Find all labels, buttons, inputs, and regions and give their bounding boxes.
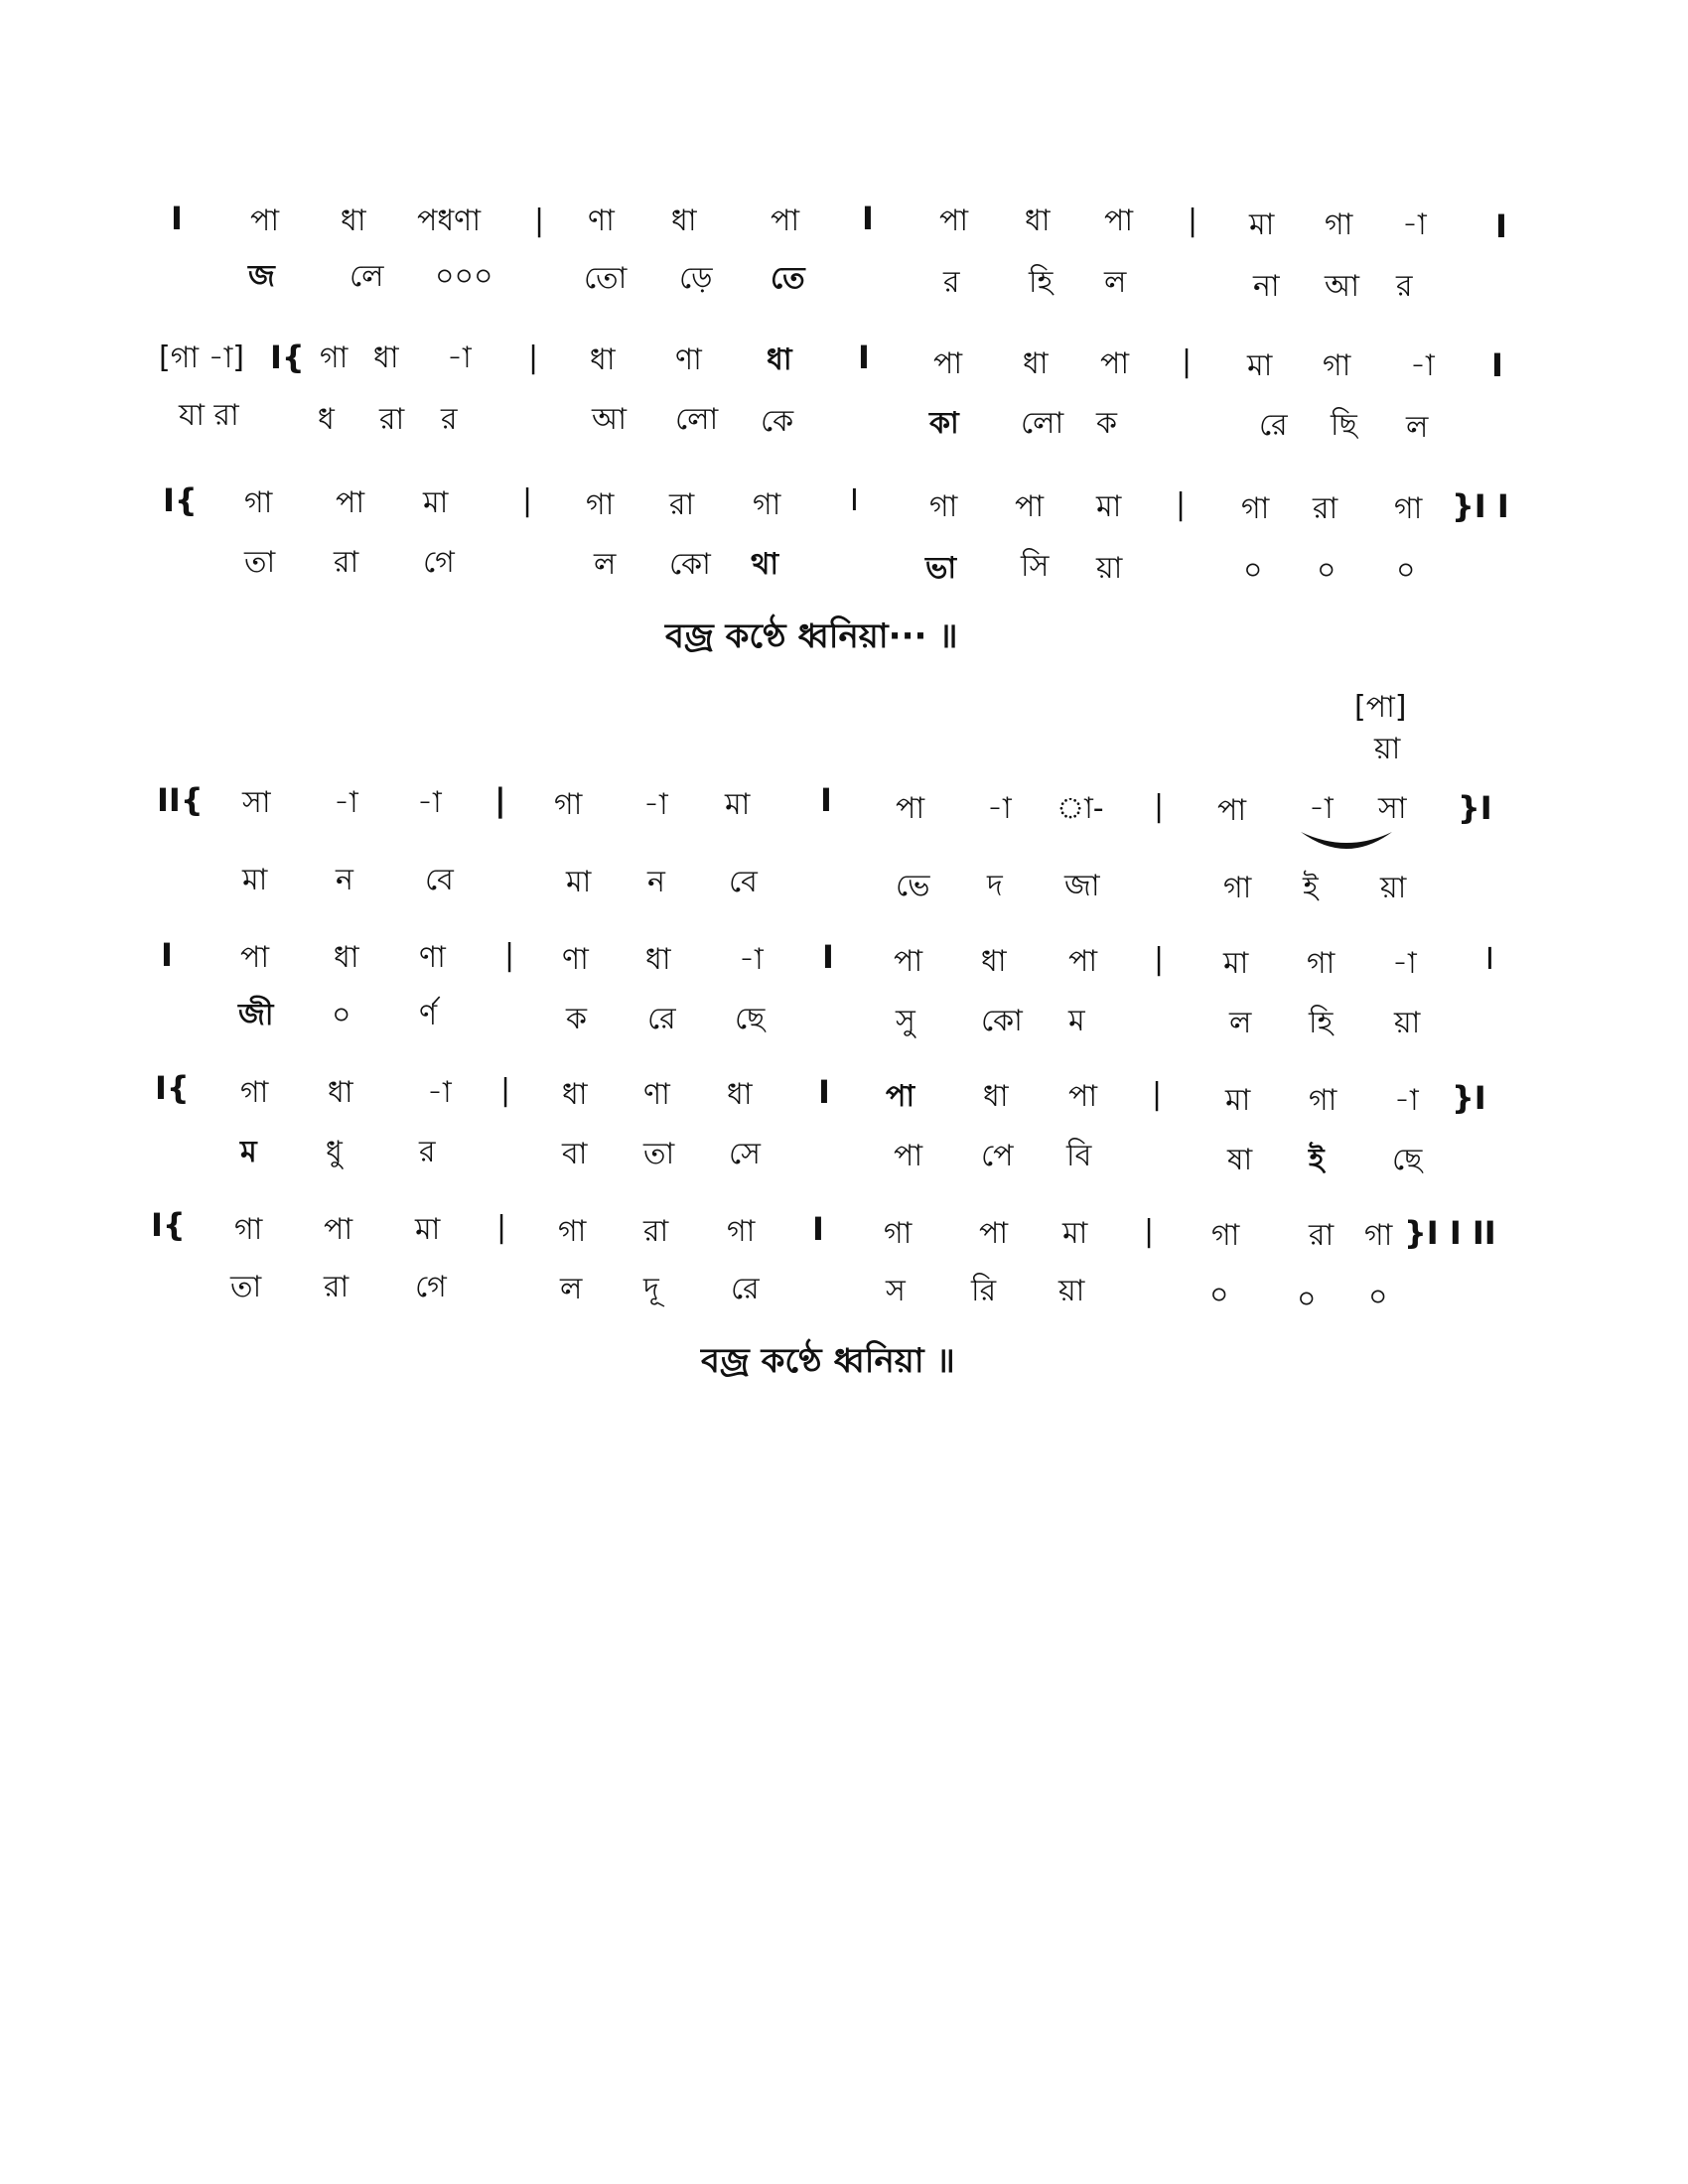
note: রা (643, 1214, 669, 1249)
lyric-syllable: ধ (318, 402, 335, 437)
lyric-syllable: ম (1068, 1004, 1085, 1038)
lyric-syllable: কা (929, 406, 959, 441)
note: গা (884, 1216, 913, 1251)
repeat-end: }I (1452, 1079, 1486, 1117)
note: পা (1015, 489, 1045, 524)
lyric-syllable: মা (566, 865, 592, 899)
note: মা (415, 1212, 441, 1247)
repeat-start: II{ (157, 781, 204, 819)
lyric-syllable: বি (1066, 1139, 1092, 1173)
note: গা (1211, 1218, 1240, 1253)
lyric-syllable: কো (669, 547, 711, 582)
lyric-syllable: ভা (925, 551, 957, 586)
lyric-syllable: ন (336, 863, 353, 897)
lyric-syllable: ০ (1243, 553, 1263, 588)
note: গা (240, 1075, 269, 1110)
bar-line: I (161, 936, 173, 974)
lyric-syllable: গা (1223, 871, 1252, 905)
note: মা (725, 787, 751, 822)
bar-line: I (818, 1073, 830, 1111)
lyric-syllable: তা (643, 1137, 675, 1171)
lyric-syllable: হি (1029, 265, 1054, 300)
lyric-syllable: বে (729, 865, 758, 899)
bar-line: I (822, 938, 834, 976)
lyric-syllable: রা (334, 545, 359, 580)
bar-line: | (1188, 204, 1198, 238)
lyric-syllable: র (1396, 269, 1413, 304)
note: গা (1307, 946, 1336, 981)
lyric-syllable: ০ (1396, 553, 1416, 588)
bar-line: I (171, 200, 183, 237)
lyric-syllable: সে (729, 1137, 761, 1171)
refrain-caption: বজ্র কণ্ঠে ধ্বনিয়া··· ॥ (665, 616, 958, 656)
bar-line: I (862, 200, 874, 237)
note: -া (417, 785, 442, 820)
note: ণা (675, 342, 702, 377)
lyric-syllable: আ (592, 402, 627, 437)
lyric-syllable: য়া (1096, 551, 1123, 586)
bar-line: I (812, 1210, 824, 1248)
note: মা (1223, 946, 1249, 981)
bar-line: I (1485, 942, 1494, 977)
lyric-syllable: ড়ে (679, 261, 713, 296)
note: মা (423, 485, 449, 520)
note: গা (753, 487, 781, 522)
bar-line: | (522, 483, 533, 518)
lyric-syllable: দ (987, 869, 1003, 903)
lyric-syllable: ০ (1297, 1282, 1317, 1316)
note: ধা (341, 204, 366, 238)
lyric-syllable: র্ণ (419, 998, 438, 1032)
lyric-syllable: রা (324, 1270, 350, 1304)
note: ধা (767, 342, 792, 377)
note: ধা (373, 341, 399, 375)
lyric-syllable: পা (894, 1139, 923, 1173)
note: পা (939, 204, 969, 238)
lyric-syllable: ল (1104, 265, 1127, 300)
bar-line: I (858, 339, 870, 376)
note: ধা (645, 942, 671, 977)
note: ধা (671, 204, 697, 238)
repeat-end: }I (1458, 789, 1492, 827)
lyric-syllable: ০ (332, 998, 352, 1032)
note: গা (929, 489, 958, 524)
note: ণা (588, 204, 615, 238)
bar-line: | (494, 781, 506, 819)
note: পা (1100, 346, 1130, 381)
note: গা (1325, 207, 1353, 242)
note: -া (1392, 946, 1417, 981)
lyric-syllable: ই (1309, 1143, 1325, 1177)
lyric-syllable: রে (1259, 408, 1288, 443)
note: গা (1364, 1218, 1393, 1253)
lyric-syllable: র (943, 265, 960, 300)
note: গা (1309, 1083, 1337, 1118)
bar-line: I (850, 483, 859, 518)
lyric-syllable: ল (1229, 1006, 1252, 1040)
note: -া (1309, 791, 1334, 826)
note: মা (1225, 1083, 1251, 1118)
lyric-syllable: না (1253, 269, 1280, 304)
note: -া (334, 785, 358, 820)
bar-line: I (1495, 207, 1507, 245)
lyric-syllable: ক (1096, 406, 1117, 441)
note: ধা (328, 1075, 353, 1110)
note: -া (1410, 348, 1435, 383)
note: গা (586, 487, 615, 522)
lyric-syllable: ষা (1227, 1143, 1253, 1177)
note: মা (1096, 489, 1122, 524)
note: -া (447, 341, 472, 375)
lyric-syllable: কে (761, 404, 794, 439)
note: পা (894, 944, 923, 979)
lyric-syllable: জী (238, 998, 274, 1032)
bar-line: | (1144, 1214, 1155, 1249)
note: মা (1062, 1216, 1088, 1251)
lyric-syllable: ই (1303, 871, 1319, 905)
note: ধা (562, 1077, 588, 1112)
bracketed-note: [পা] (1354, 690, 1407, 725)
lyric-syllable: গে (415, 1270, 447, 1304)
note: পা (771, 204, 800, 238)
note: গা (244, 485, 273, 520)
note: পা (240, 940, 270, 975)
lyric-syllable: পে (981, 1139, 1014, 1173)
note: পা (896, 791, 925, 826)
lyric-syllable: কো (981, 1004, 1023, 1038)
lyric-syllable: যা রা (179, 398, 239, 433)
note: মা (1249, 207, 1275, 242)
note: ধা (334, 940, 359, 975)
lyric-syllable: সি (1021, 549, 1050, 584)
lyric-syllable: সু (896, 1004, 915, 1038)
lyric-syllable: য়া (1380, 871, 1407, 905)
lyric-syllable: রা (379, 402, 405, 437)
lyric-syllable: জা (1064, 869, 1100, 903)
repeat-start: I{ (163, 481, 198, 519)
note: সা (1378, 791, 1407, 826)
note: গা (1241, 491, 1270, 526)
lyric-syllable: রে (731, 1272, 760, 1306)
lyric-syllable: ল (560, 1272, 583, 1306)
lyric-syllable: আ (1325, 269, 1359, 304)
note: পা (1104, 204, 1134, 238)
lyric-syllable: থা (751, 547, 779, 582)
lyric-syllable: বে (425, 863, 454, 897)
lyric-syllable: স (886, 1274, 906, 1308)
bar-line: | (534, 204, 545, 238)
lyric-syllable: লো (1021, 406, 1064, 441)
repeat-end-double-bar: }I I II (1404, 1214, 1496, 1252)
lyric-syllable: ছি (1331, 408, 1357, 443)
lyric-syllable: ল (1406, 410, 1429, 445)
lyric-syllable: বা (562, 1137, 588, 1171)
bar-line: | (1176, 487, 1187, 522)
bar-line: | (500, 1073, 511, 1108)
note: গা (234, 1212, 263, 1247)
lyric-syllable: রে (647, 1002, 676, 1036)
lyric-syllable: ০ (1368, 1280, 1388, 1314)
lyric-syllable: তো (584, 261, 628, 296)
note: সা (242, 785, 271, 820)
note: ণা (562, 942, 589, 977)
lyric-syllable: ছে (1392, 1143, 1423, 1177)
note: গা (1394, 491, 1423, 526)
lyric-syllable: তে (771, 261, 805, 296)
note: পা (1068, 944, 1098, 979)
lyric-syllable: য়া (1394, 1006, 1421, 1040)
bar-line: | (1154, 789, 1165, 824)
lyric-syllable: গে (423, 545, 455, 580)
note: -া (987, 791, 1012, 826)
note: -া (643, 787, 668, 822)
note: -া (1402, 207, 1427, 242)
bar-line: | (496, 1210, 507, 1245)
note: মা (1247, 348, 1273, 383)
lyric-syllable: ছে (735, 1002, 766, 1036)
note: ণা (643, 1077, 670, 1112)
note: গা (727, 1214, 756, 1249)
note: রা (669, 487, 695, 522)
note: পা (324, 1212, 353, 1247)
repeat-end: }I I (1452, 487, 1509, 525)
note: গা (558, 1214, 587, 1249)
lyric-syllable: ভে (896, 869, 930, 903)
note: পা (250, 204, 280, 238)
note: ধা (983, 1079, 1009, 1114)
note: গা (554, 787, 583, 822)
lyric-syllable: তা (244, 545, 276, 580)
lyric-syllable: ০ (1317, 553, 1336, 588)
note: পা (336, 485, 365, 520)
lyric-syllable: তা (230, 1270, 262, 1304)
lyric-syllable: জ (248, 259, 275, 294)
bar-line: | (1182, 344, 1193, 379)
repeat-start: I{ (270, 339, 305, 376)
bar-line: I (1491, 346, 1503, 384)
lyric-syllable: র (419, 1135, 436, 1169)
note: গা (1323, 348, 1351, 383)
note: -া (1394, 1083, 1419, 1118)
note: পধণা (417, 204, 482, 238)
lyric-syllable: ০ (1209, 1278, 1229, 1312)
lyric-syllable: ল (594, 547, 617, 582)
repeat-start: I{ (151, 1206, 186, 1244)
note: ণা (419, 940, 446, 975)
lyric-syllable: ০০০ (435, 259, 493, 294)
repeat-start: I{ (155, 1069, 190, 1107)
lyric-syllable: হি (1309, 1006, 1334, 1040)
refrain-caption: বজ্র কণ্ঠে ধ্বনিয়া ॥ (701, 1341, 955, 1381)
note: রা (1313, 491, 1338, 526)
note: ধা (1023, 346, 1049, 381)
bar-line: | (504, 938, 515, 973)
lyric-syllable: মা (242, 863, 268, 897)
note: পা (1217, 793, 1247, 828)
note: া- (1056, 791, 1104, 826)
note: -া (739, 942, 764, 977)
bar-line: | (528, 341, 539, 375)
note: ধা (981, 944, 1007, 979)
lyric-syllable: লে (350, 259, 384, 294)
note: গা (320, 341, 349, 375)
bar-line: | (1154, 942, 1165, 977)
lyric-syllable: ক (566, 1002, 587, 1036)
note: ধা (727, 1077, 753, 1112)
note: পা (1068, 1079, 1098, 1114)
lyric-syllable: দূ (643, 1272, 659, 1306)
bracketed-lyric: য়া (1374, 732, 1401, 766)
lyric-syllable: রি (971, 1274, 997, 1308)
bracketed-notes: [গা -া] (159, 341, 245, 375)
note: ধা (590, 342, 616, 377)
note: পা (886, 1079, 915, 1114)
lyric-syllable: ম (240, 1135, 257, 1169)
note: রা (1309, 1218, 1335, 1253)
bar-line: | (1152, 1077, 1163, 1112)
lyric-syllable: ধু (326, 1135, 343, 1169)
bar-line: I (820, 781, 832, 819)
note: -া (427, 1075, 452, 1110)
note: ধা (1025, 204, 1051, 238)
lyric-syllable: র (441, 402, 458, 437)
lyric-syllable: য়া (1058, 1274, 1085, 1308)
lyric-syllable: ন (647, 865, 665, 899)
note: পা (933, 346, 963, 381)
lyric-syllable: লো (675, 402, 719, 437)
slur-mark (1297, 826, 1396, 862)
note: পা (979, 1216, 1009, 1251)
